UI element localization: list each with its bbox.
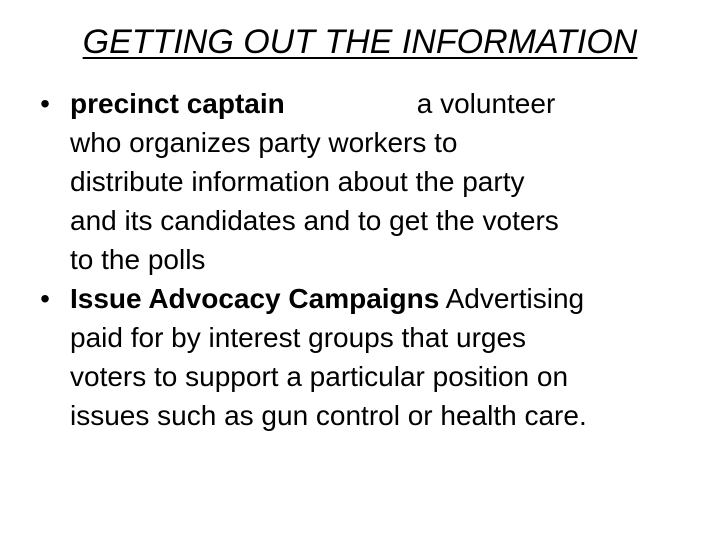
bullet-first-line (70, 279, 710, 318)
definition-line: and its candidates and to get the voters (70, 205, 559, 236)
bullet-issue-advocacy (30, 279, 710, 435)
bullet-dot-icon: • (40, 283, 50, 314)
bullet-term: precinct captain (70, 88, 285, 119)
definition-line: voters to support a particular position on (70, 361, 569, 392)
definition-start: a volunteer (416, 88, 556, 119)
bullet-list (30, 84, 710, 435)
bullet-first-line (70, 84, 710, 123)
slide-title: GETTING OUT THE INFORMATION (82, 23, 638, 61)
definition-start: Advertising (439, 283, 585, 314)
definition-line: issues such as gun control or health care. (70, 400, 587, 431)
bullet-term: Issue Advocacy Campaigns (70, 283, 440, 314)
definition-line: to the polls (70, 244, 206, 275)
definition-line: distribute information about the party (70, 166, 525, 197)
bullet-precinct-captain (30, 84, 710, 279)
bullet-dot-icon: • (40, 88, 50, 119)
definition-line: paid for by interest groups that urges (70, 322, 527, 353)
definition-line: who organizes party workers to (70, 127, 458, 158)
